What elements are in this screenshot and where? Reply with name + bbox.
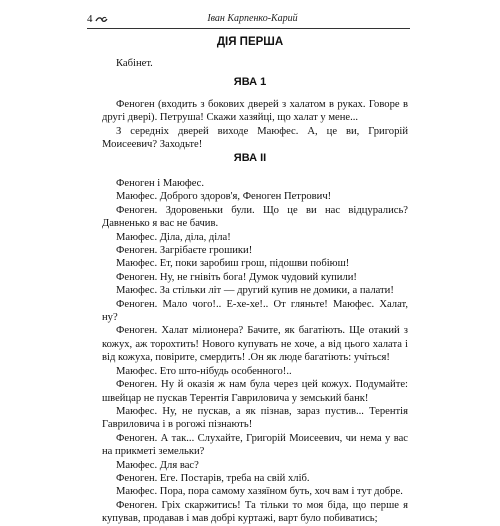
- page-number: 4: [87, 13, 93, 25]
- dialogue-line: Маюфес. Ну, не пускав, а як пізнав, зараз пустив... Терентія Гавриловича і в рогожі пізнають!: [102, 405, 408, 431]
- dialogue-line: Феноген. А так... Слухайте, Григорій Моисеевич, чи нема у вас на прикметі земельки?: [102, 432, 408, 458]
- scene2-text: [102, 177, 408, 526]
- dialogue-line: Феноген. Халат мілионера? Бачите, як багатіють. Ще отакий з кожух, аж торохтить! Нового купувать не хоче, а від цього халата і від кожуха, повірите, смердить! .Он як люде багатіють: учіться!: [102, 325, 408, 364]
- dialogue-line: Феноген. Гріх скаржитись! Та тільки то моя біда, що перше я купував, продавав і мав добрі куртажі, варт було побиватись;: [102, 499, 408, 525]
- characters-line: Феноген і Маюфес.: [116, 178, 205, 189]
- dialogue-line: Феноген. Загрібаєте грошики!: [116, 245, 253, 257]
- dialogue-line: Маюфес. За стільки літ — другий купив не домики, а палати!: [116, 285, 394, 297]
- dialogue-line: Маюфес. Для вас?: [116, 459, 199, 471]
- dialogue-line: Феноген. Здоровеньки були. Що це ви нас відцурались? Давненько я вас не бачив.: [102, 204, 408, 230]
- setting-text: [102, 57, 408, 70]
- paragraph: З середніх дверей виходе Маюфес. А, це ви, Григорій Моисеевич? Заходьте!: [102, 125, 408, 151]
- scene-title: ЯВА 1: [233, 76, 267, 88]
- dialogue-line: Маюфес. Пора, пора самому хазяїном буть, хоч вам і тут добре.: [116, 486, 403, 498]
- page-header: [0, 13, 500, 27]
- dialogue-line: Феноген. Ну й оказія ж нам була через цей кожух. Подумайте: швейцар не пускав Терентія Гавриловича у земський банк!: [102, 379, 408, 404]
- dialogue-line: Маюфес. Ет, поки заробиш грош, підошви побіюш!: [116, 258, 350, 270]
- running-head: Іван Карпенко-Карий: [207, 13, 298, 24]
- setting-line: Кабінет.: [116, 58, 153, 69]
- dialogue-line: Маюфес. Діла, діла, діла!: [116, 231, 231, 243]
- dialogue-line: Феноген. Еге. Постарів, треба на свій хліб.: [116, 472, 310, 484]
- scene-title: ЯВА II: [233, 152, 267, 164]
- dialogue-line: Маюфес. Доброго здоров'я, Феноген Петрович!: [116, 191, 332, 203]
- header-rule: [87, 28, 410, 29]
- paragraph: Феноген (входить з бокових дверей з халатом в руках. Говоре в другі двері). Петруша! Скажи хазяйці, що халат у мене...: [102, 99, 408, 124]
- dialogue-line: Феноген. Мало чого!.. Е-хе-хе!.. От гляньте! Маюфес. Халат, ну?: [102, 298, 408, 324]
- dialogue-line: Феноген. Ну, не гнівіть бога! Думок чудовий купили!: [116, 271, 357, 283]
- act-title: ДІЯ ПЕРША: [216, 36, 284, 48]
- scene1-text: [102, 98, 408, 152]
- dialogue-line: Маюфес. Ето што-нібудь особенного!..: [116, 365, 292, 377]
